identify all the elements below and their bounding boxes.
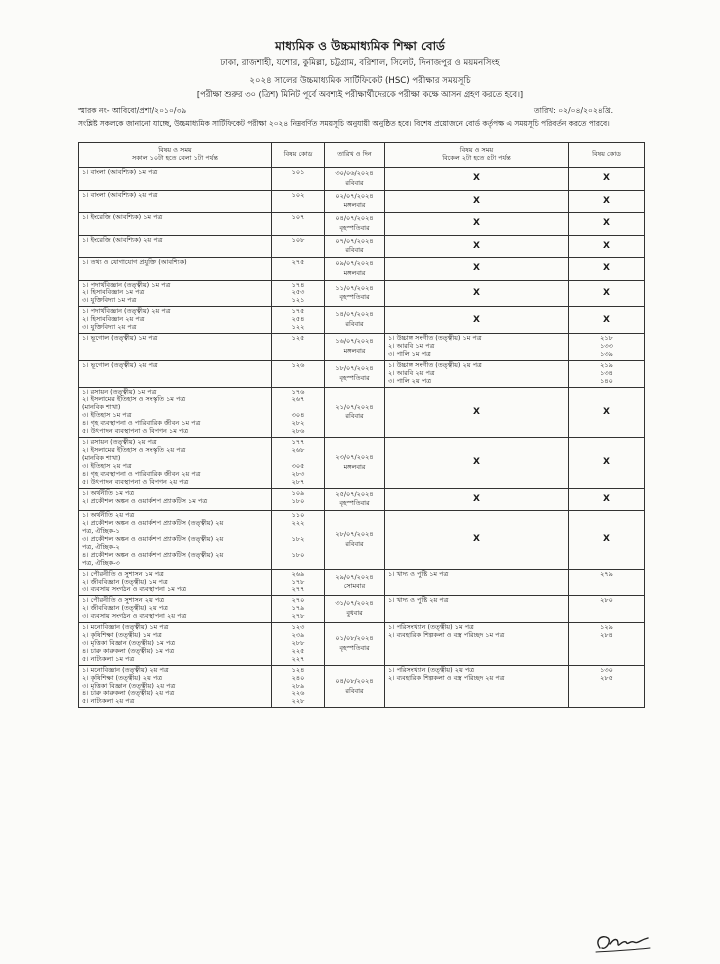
subject-code: ২৮২ — [291, 419, 305, 428]
morning-subject: ৩। ব্যবসায় সংগঠন ও ব্যবস্থাপনা ২য় পত্র — [82, 612, 187, 621]
subject-code: ১৮০ — [291, 496, 305, 505]
morning-subjects — [79, 334, 272, 361]
subject-codes — [272, 623, 325, 666]
table-row — [79, 258, 645, 281]
morning-subjects — [79, 258, 272, 281]
morning-subject: ৪। চারু কারুকলা (তত্ত্বীয়) ২য় পত্র — [82, 689, 175, 698]
morning-subject: ১। পৌরনীতি ও সুশাসন ১ম পত্র — [82, 569, 164, 578]
exam-date: ১৬/০৭/২০২৪ — [335, 337, 374, 346]
afternoon-code: ১৩৪ — [600, 368, 613, 377]
subject-codes — [272, 569, 325, 596]
morning-subject: ১। মনোবিজ্ঞান (তত্ত্বীয়) ২য় পত্র — [82, 665, 169, 674]
morning-subject: ১। তথ্য ও যোগাযোগ প্রযুক্তি (আবশ্যিক) — [82, 258, 187, 266]
exam-date: ১১/০৭/২০২৪ — [335, 283, 374, 292]
morning-subject: পত্র, ঐচ্ছিক-৩ — [82, 558, 120, 567]
afternoon-subject: ২। ব্যবহারিক শিল্পকলা ও বস্ত্র পরিচ্ছদ ২য় পত্র — [388, 673, 505, 682]
subject-code: ২৮৬ — [291, 427, 305, 436]
exam-date-day — [325, 258, 385, 281]
exam-date: ০২/০৭/২০২৪ — [335, 191, 374, 200]
morning-subject: ১। মনোবিজ্ঞান (তত্ত্বীয়) ১ম পত্র — [82, 623, 169, 632]
exam-day: মঙ্গলবার — [343, 201, 366, 210]
afternoon-code: ২১৯ — [600, 360, 613, 369]
header-afternoon-label: বিষয় ও সময় — [459, 146, 494, 155]
afternoon-subjects — [385, 569, 569, 596]
exam-day: সোমবার — [343, 582, 366, 591]
morning-subject: ৩। যুক্তিবিদ্যা ১ম পত্র — [82, 296, 137, 305]
afternoon-none: X — [385, 235, 569, 258]
afternoon-code: ১২৯ — [600, 623, 613, 632]
subject-code: ২৭৫ — [291, 258, 305, 266]
subject-code: ১২৫ — [291, 334, 305, 343]
afternoon-code-none: X — [569, 168, 645, 191]
morning-subjects — [79, 360, 272, 387]
subject-code: ৩০৫ — [291, 461, 305, 470]
subject-code: ২৫৩ — [291, 288, 305, 297]
subject-code: ২২৬ — [291, 689, 305, 698]
afternoon-code-none: X — [569, 438, 645, 489]
subject-code: ২৬৮ — [291, 446, 305, 455]
morning-subject: ৩। যুক্তিবিদ্যা ২য় পত্র — [82, 323, 137, 332]
exam-date-day — [325, 307, 385, 334]
afternoon-code: ১৩০ — [600, 665, 613, 674]
table-row — [79, 488, 645, 511]
subject-code: ১০২ — [291, 190, 305, 199]
afternoon-subject: ২। আরবি ২য় পত্র — [388, 368, 435, 377]
exam-date: ০১/০৮/২০২৪ — [335, 634, 374, 643]
exam-date-day — [325, 360, 385, 387]
exam-date-day — [325, 438, 385, 489]
morning-subjects — [79, 623, 272, 666]
exam-date-day — [325, 334, 385, 361]
subject-code: ১৭৪ — [291, 280, 305, 289]
routine-rows — [79, 168, 645, 708]
afternoon-subject: ২। ব্যবহারিক শিল্পকলা ও বস্ত্র পরিচ্ছদ ১ম পত্র — [388, 631, 505, 640]
exam-date: ২১/০৭/২০২৪ — [335, 402, 374, 411]
table-row — [79, 387, 645, 438]
subject-code: ১৭৭ — [291, 438, 305, 447]
morning-subject: ৫। উৎপাদন ব্যবস্থাপনা ও বিপণন ১ম পত্র — [82, 427, 189, 436]
morning-subject: ১। পৌরনীতি ও সুশাসন ২য় পত্র — [82, 596, 165, 605]
afternoon-none: X — [385, 213, 569, 236]
subject-code: ২৮৮ — [291, 638, 305, 647]
morning-subject: ৩। ইতিহাস ১ম পত্র — [82, 411, 132, 420]
afternoon-code-none: X — [569, 511, 645, 569]
exam-day: রবিবার — [345, 686, 364, 695]
subject-codes — [272, 280, 325, 307]
afternoon-code-none: X — [569, 307, 645, 334]
exam-date: ২৯/০৭/২০২৪ — [335, 572, 374, 581]
exam-day: বুধবার — [346, 609, 363, 618]
notice-text: সংশ্লিষ্ট সকলকে জানানো যাচ্ছে, উচ্চমাধ্যমিক সার্টিফিকেট পরীক্ষা ২০২৪ নিম্নবর্ণিত সময়সূচি অনুযায়ী অনুষ্ঠিত হবে। বিশেষ প্রয়োজনে বোর্ড কর্তৃপক্ষ এ সময়সূচি পরিবর্তন করতে পারবে। — [78, 119, 610, 128]
exam-date-day — [325, 511, 385, 569]
morning-subject: ১। ইংরেজি (আবশ্যিক) ১ম পত্র — [82, 213, 163, 221]
afternoon-subject: ৩। পালি ১ম পত্র — [388, 349, 431, 358]
exam-date-day — [325, 569, 385, 596]
subject-code: ২২২ — [291, 519, 305, 528]
morning-subjects — [79, 596, 272, 623]
morning-subject: (মানবিক শাখা) — [82, 453, 121, 462]
afternoon-codes — [569, 596, 645, 623]
subject-code: ১২৬ — [291, 360, 305, 369]
morning-subject: ১। বাংলা (আবশ্যিক) ১ম পত্র — [82, 168, 158, 176]
exam-date: ০৭/০৭/২০২৪ — [335, 236, 374, 245]
morning-subject: ২। হিসাববিজ্ঞান ২য় পত্র — [82, 315, 145, 324]
subject-codes — [272, 511, 325, 569]
afternoon-none: X — [385, 190, 569, 213]
afternoon-subjects — [385, 334, 569, 361]
exam-date: ০৯/০৭/২০২৪ — [335, 259, 374, 267]
exam-day: বৃহস্পতিবার — [339, 373, 370, 382]
exam-date: ২৩/০৭/২০২৪ — [335, 453, 374, 462]
subject-code: ১০৯ — [291, 488, 305, 497]
header-code: বিষয় কোড — [272, 143, 325, 168]
table-row — [79, 168, 645, 191]
morning-subject: ৪। প্রকৌশল অঙ্কন ও ওয়ার্কশপ প্র্যাকটিস (তত্ত্বীয়) ২য় — [82, 550, 224, 559]
subject-codes — [272, 438, 325, 489]
exam-day: রবিবার — [345, 412, 364, 421]
exam-date-day — [325, 280, 385, 307]
morning-subject: ১। অর্থনীতি ১ম পত্র — [82, 488, 135, 497]
subject-code: ২৭৮ — [291, 612, 305, 621]
exam-date-day — [325, 387, 385, 438]
morning-subjects — [79, 307, 272, 334]
exam-date-day — [325, 190, 385, 213]
afternoon-code-none: X — [569, 190, 645, 213]
subject-code: ১২১ — [291, 296, 305, 305]
exam-day: বৃহস্পতিবার — [339, 293, 370, 302]
morning-subject: ৩। প্রকৌশল অঙ্কন ও ওয়ার্কশপ প্র্যাকটিস (তত্ত্বীয়) ২য় — [82, 534, 224, 543]
exam-day: বৃহস্পতিবার — [339, 643, 370, 652]
table-row — [79, 235, 645, 258]
morning-subject: ৩। ইতিহাস ২য় পত্র — [82, 461, 132, 470]
afternoon-code-none: X — [569, 387, 645, 438]
subject-code: ২৬৭ — [291, 395, 305, 404]
afternoon-code: ২১৮ — [600, 334, 613, 343]
signature-icon — [592, 930, 654, 956]
morning-subjects — [79, 235, 272, 258]
subject-code: ২৮৩ — [291, 469, 305, 478]
table-row — [79, 190, 645, 213]
exam-date: ০৪/০৮/২০২৪ — [335, 676, 374, 685]
subject-code: ১২২ — [291, 323, 305, 332]
table-row — [79, 623, 645, 666]
subject-code: ১০৭ — [291, 213, 305, 221]
morning-subject: ১। রসায়ন (তত্ত্বীয়) ২য় পত্র — [82, 438, 157, 447]
afternoon-code: ১৩৯ — [600, 349, 613, 358]
afternoon-code: ২৭৯ — [600, 569, 613, 578]
exam-date-day — [325, 213, 385, 236]
reporting-note: [পরীক্ষা শুরুর ৩০ (ত্রিশ) মিনিট পূর্বে অবশ্যই পরীক্ষার্থীদেরকে পরীক্ষা কক্ষে আসন গ্রহণ করতে হবে।] — [196, 89, 524, 99]
subject-code: ২৫৪ — [291, 315, 305, 324]
table-row — [79, 213, 645, 236]
morning-subject: ৫। উৎপাদন ব্যবস্থাপনা ও বিপণন ২য় পত্র — [82, 477, 189, 486]
morning-subjects — [79, 168, 272, 191]
afternoon-code: ১৩৩ — [600, 341, 613, 350]
subject-code — [275, 560, 321, 568]
afternoon-none: X — [385, 168, 569, 191]
subject-code: ২৮৭ — [291, 477, 305, 486]
afternoon-none: X — [385, 258, 569, 281]
subject-codes — [272, 307, 325, 334]
morning-subjects — [79, 213, 272, 236]
exam-date-day — [325, 623, 385, 666]
exam-date: ২৫/০৭/২০২৪ — [335, 489, 374, 498]
morning-subject: ৫। নাট্যকলা ২য় পত্র — [82, 697, 135, 706]
morning-subject: ১। অর্থনীতি ২য় পত্র — [82, 511, 135, 520]
exam-day: মঙ্গলবার — [343, 346, 366, 355]
board-list: ঢাকা, রাজশাহী, যশোর, কুমিল্লা, চট্টগ্রাম, বরিশাল, সিলেট, দিনাজপুর ও ময়মনসিংহ — [220, 58, 500, 68]
afternoon-code-none: X — [569, 488, 645, 511]
morning-subject: ২। কৃষিশিক্ষা (তত্ত্বীয়) ২য় পত্র — [82, 673, 163, 682]
exam-day: মঙ্গলবার — [343, 268, 366, 277]
table-row — [79, 307, 645, 334]
morning-subject: ৩। মৃত্তিকা বিজ্ঞান (তত্ত্বীয়) ১ম পত্র — [82, 638, 176, 647]
afternoon-subject: ১। পরিসংখ্যান (তত্ত্বীয়) ১ম পত্র — [388, 623, 474, 632]
afternoon-none: X — [385, 488, 569, 511]
subject-code: ১৭৮ — [291, 577, 305, 586]
exam-date-day — [325, 235, 385, 258]
header-afternoon — [385, 143, 569, 168]
subject-code: ২৪০ — [291, 673, 305, 682]
afternoon-none: X — [385, 280, 569, 307]
subject-code: ১৭৫ — [291, 307, 305, 316]
morning-subject: ৪। গৃহ ব্যবস্থাপনা ও পারিবারিক জীবন ২য় পত্র — [82, 469, 201, 478]
subject-code: ১৭৯ — [291, 604, 305, 613]
afternoon-subject: ১। খাদ্য ও পুষ্টি ২য় পত্র — [388, 596, 449, 605]
afternoon-code-none: X — [569, 280, 645, 307]
subject-code: ২৮৯ — [291, 681, 305, 690]
subject-code: ২৭০ — [291, 596, 305, 605]
morning-subject: ১। পদার্থবিজ্ঞান (তত্ত্বীয়) ২য় পত্র — [82, 307, 171, 316]
afternoon-code-none: X — [569, 258, 645, 281]
morning-subject: ২। কৃষিশিক্ষা (তত্ত্বীয়) ১ম পত্র — [82, 631, 162, 640]
morning-subjects — [79, 280, 272, 307]
afternoon-subject: ১। খাদ্য ও পুষ্টি ১ম পত্র — [388, 569, 449, 578]
subject-code: ২২৫ — [291, 646, 305, 655]
table-row — [79, 596, 645, 623]
subject-code: ২৬৯ — [291, 569, 305, 578]
exam-date-day — [325, 665, 385, 708]
morning-subject: ২। হিসাববিজ্ঞান ১ম পত্র — [82, 288, 145, 297]
subject-codes — [272, 235, 325, 258]
afternoon-subjects — [385, 596, 569, 623]
morning-subject: ২। ইসলামের ইতিহাস ও সংস্কৃতি ২য় পত্র — [82, 446, 186, 455]
afternoon-subject: ১। উচ্চাঙ্গ সংগীত (তত্ত্বীয়) ২য় পত্র — [388, 360, 482, 369]
morning-subjects — [79, 190, 272, 213]
subject-code: ১০৮ — [291, 235, 305, 244]
morning-subjects — [79, 488, 272, 511]
subject-code: ১০১ — [291, 168, 305, 176]
morning-subject: ৩। ব্যবসায় সংগঠন ও ব্যবস্থাপনা ১ম পত্র — [82, 585, 187, 594]
exam-day: রবিবার — [345, 246, 364, 255]
subject-code: ১৮২ — [291, 534, 305, 543]
morning-subject: ২। প্রকৌশল অঙ্কন ও ওয়ার্কশপ প্র্যাকটিস ১ম পত্র — [82, 496, 208, 505]
exam-day: রবিবার — [345, 178, 364, 187]
afternoon-codes — [569, 334, 645, 361]
subject-codes — [272, 596, 325, 623]
subject-code: ১২৪ — [291, 665, 305, 674]
afternoon-code: ২৮০ — [600, 596, 613, 605]
afternoon-code-none: X — [569, 235, 645, 258]
morning-subject: ২। প্রকৌশল অঙ্কন ও ওয়ার্কশপ প্র্যাকটিস (তত্ত্বীয়) ২য় — [82, 519, 224, 528]
memo-number: স্মারক নং- আবিবো/প্রশা/২০১০/৩৯ — [78, 106, 187, 115]
table-row — [79, 665, 645, 708]
exam-date: ৩০/০৬/২০২৪ — [335, 169, 374, 177]
exam-day: বৃহস্পতিবার — [339, 223, 370, 232]
subject-codes — [272, 213, 325, 236]
morning-subjects — [79, 665, 272, 708]
morning-subject: ৪। গৃহ ব্যবস্থাপনা ও পারিবারিক জীবন ১ম পত্র — [82, 419, 201, 428]
morning-subject: ২। ইসলামের ইতিহাস ও সংস্কৃতি ১ম পত্র — [82, 395, 186, 404]
morning-subject: ৪। চারু কারুকলা (তত্ত্বীয়) ১ম পত্র — [82, 646, 175, 655]
exam-date-day — [325, 596, 385, 623]
exam-date: ২৮/০৭/২০২৪ — [335, 530, 374, 539]
table-row — [79, 569, 645, 596]
subject-code: ২৩৯ — [291, 631, 305, 640]
exam-day: রবিবার — [345, 539, 364, 548]
afternoon-subject: ২। আরবি ১ম পত্র — [388, 341, 435, 350]
morning-subject: পত্র, ঐচ্ছিক-১ — [82, 526, 120, 535]
morning-subject: ১। রসায়ন (তত্ত্বীয়) ১ম পত্র — [82, 387, 157, 396]
subject-codes — [272, 190, 325, 213]
table-row — [79, 334, 645, 361]
routine-table — [78, 142, 645, 708]
morning-subject: ২। জীববিজ্ঞান (তত্ত্বীয়) ২য় পত্র — [82, 604, 168, 613]
board-title: মাধ্যমিক ও উচ্চমাধ্যমিক শিক্ষা বোর্ড — [275, 39, 445, 53]
afternoon-none: X — [385, 307, 569, 334]
subject-codes — [272, 168, 325, 191]
table-header-row — [79, 143, 645, 168]
afternoon-codes — [569, 665, 645, 708]
subject-code: ১২৩ — [291, 623, 305, 632]
subject-code: ১১০ — [291, 511, 305, 520]
subject-codes — [272, 334, 325, 361]
afternoon-subject: ১। উচ্চাঙ্গ সংগীত (তত্ত্বীয়) ১ম পত্র — [388, 334, 482, 343]
afternoon-code-none: X — [569, 213, 645, 236]
afternoon-codes — [569, 569, 645, 596]
morning-subject: ১। ভূগোল (তত্ত্বীয়) ১ম পত্র — [82, 334, 158, 343]
morning-subjects — [79, 438, 272, 489]
afternoon-subjects — [385, 665, 569, 708]
subject-code: ৩০৪ — [291, 411, 305, 420]
header-code-2: বিষয় কোড — [569, 143, 645, 168]
subject-code: ১৭৬ — [291, 387, 305, 396]
table-row — [79, 511, 645, 569]
exam-date: ১৪/০৭/২০২৪ — [335, 310, 374, 319]
subject-codes — [272, 488, 325, 511]
morning-subject: ১। ইংরেজি (আবশ্যিক) ২য় পত্র — [82, 235, 163, 244]
exam-date-day — [325, 488, 385, 511]
afternoon-none: X — [385, 387, 569, 438]
morning-subjects — [79, 511, 272, 569]
afternoon-codes — [569, 623, 645, 666]
subject-code: ২২৭ — [291, 654, 305, 663]
table-row — [79, 438, 645, 489]
afternoon-codes — [569, 360, 645, 387]
afternoon-subjects — [385, 360, 569, 387]
table-row — [79, 280, 645, 307]
afternoon-none: X — [385, 438, 569, 489]
morning-subject: ৩। মৃত্তিকা বিজ্ঞান (তত্ত্বীয়) ২য় পত্র — [82, 681, 176, 690]
afternoon-code: ২৮৪ — [600, 631, 613, 640]
exam-date: ১৮/০৭/২০২৪ — [335, 363, 374, 372]
subject-code: ২৭৭ — [291, 585, 305, 594]
exam-date: ৩১/০৭/২০২৪ — [335, 599, 374, 608]
morning-subject: ১। বাংলা (আবশ্যিক) ২য় পত্র — [82, 190, 158, 199]
morning-subject: ৫। নাট্যকলা ১ম পত্র — [82, 654, 135, 663]
afternoon-code: ২৮৫ — [600, 673, 613, 682]
morning-subject: ১। পদার্থবিজ্ঞান (তত্ত্বীয়) ১ম পত্র — [82, 280, 171, 289]
exam-day: বৃহস্পতিবার — [339, 499, 370, 508]
header-morning-time: সকাল ১০টা হতে বেলা ১টা পর্যন্ত — [132, 154, 218, 162]
exam-date: ০৪/০৭/২০২৪ — [335, 214, 374, 222]
subject-code: ২২৮ — [291, 697, 305, 706]
header-date: তারিখ ও দিন — [325, 143, 385, 168]
exam-day: মঙ্গলবার — [343, 462, 366, 471]
subject-codes — [272, 665, 325, 708]
header-morning-label: বিষয় ও সময় — [158, 146, 192, 155]
morning-subjects — [79, 387, 272, 438]
subject-codes — [272, 387, 325, 438]
table-row — [79, 360, 645, 387]
exam-date-day — [325, 168, 385, 191]
afternoon-subject: ৩। পালি ২য় পত্র — [388, 376, 431, 385]
exam-day: রবিবার — [345, 320, 364, 329]
subject-codes — [272, 258, 325, 281]
subject-code: ১৮০ — [291, 550, 305, 559]
subject-codes — [272, 360, 325, 387]
afternoon-subjects — [385, 623, 569, 666]
afternoon-subject: ১। পরিসংখ্যান (তত্ত্বীয়) ২য় পত্র — [388, 665, 475, 674]
morning-subject: ২। জীববিজ্ঞান (তত্ত্বীয়) ১ম পত্র — [82, 577, 168, 586]
afternoon-code: ১৪০ — [600, 376, 613, 385]
schedule-subtitle: ২০২৪ সালের উচ্চমাধ্যমিক সার্টিফিকেট (HSC) পরীক্ষার সময়সূচি — [249, 76, 471, 86]
morning-subjects — [79, 569, 272, 596]
header-afternoon-time: বিকেল ২টা হতে ৫টা পর্যন্ত — [442, 154, 511, 162]
morning-subject: পত্র, ঐচ্ছিক-২ — [82, 542, 120, 551]
afternoon-none: X — [385, 511, 569, 569]
header-morning — [79, 143, 272, 168]
morning-subject: (মানবিক শাখা) — [82, 403, 121, 412]
morning-subject: ১। ভূগোল (তত্ত্বীয়) ২য় পত্র — [82, 360, 158, 369]
issue-date: তারিখ: ০২/০৪/২০২৪খ্রি. — [534, 106, 614, 115]
